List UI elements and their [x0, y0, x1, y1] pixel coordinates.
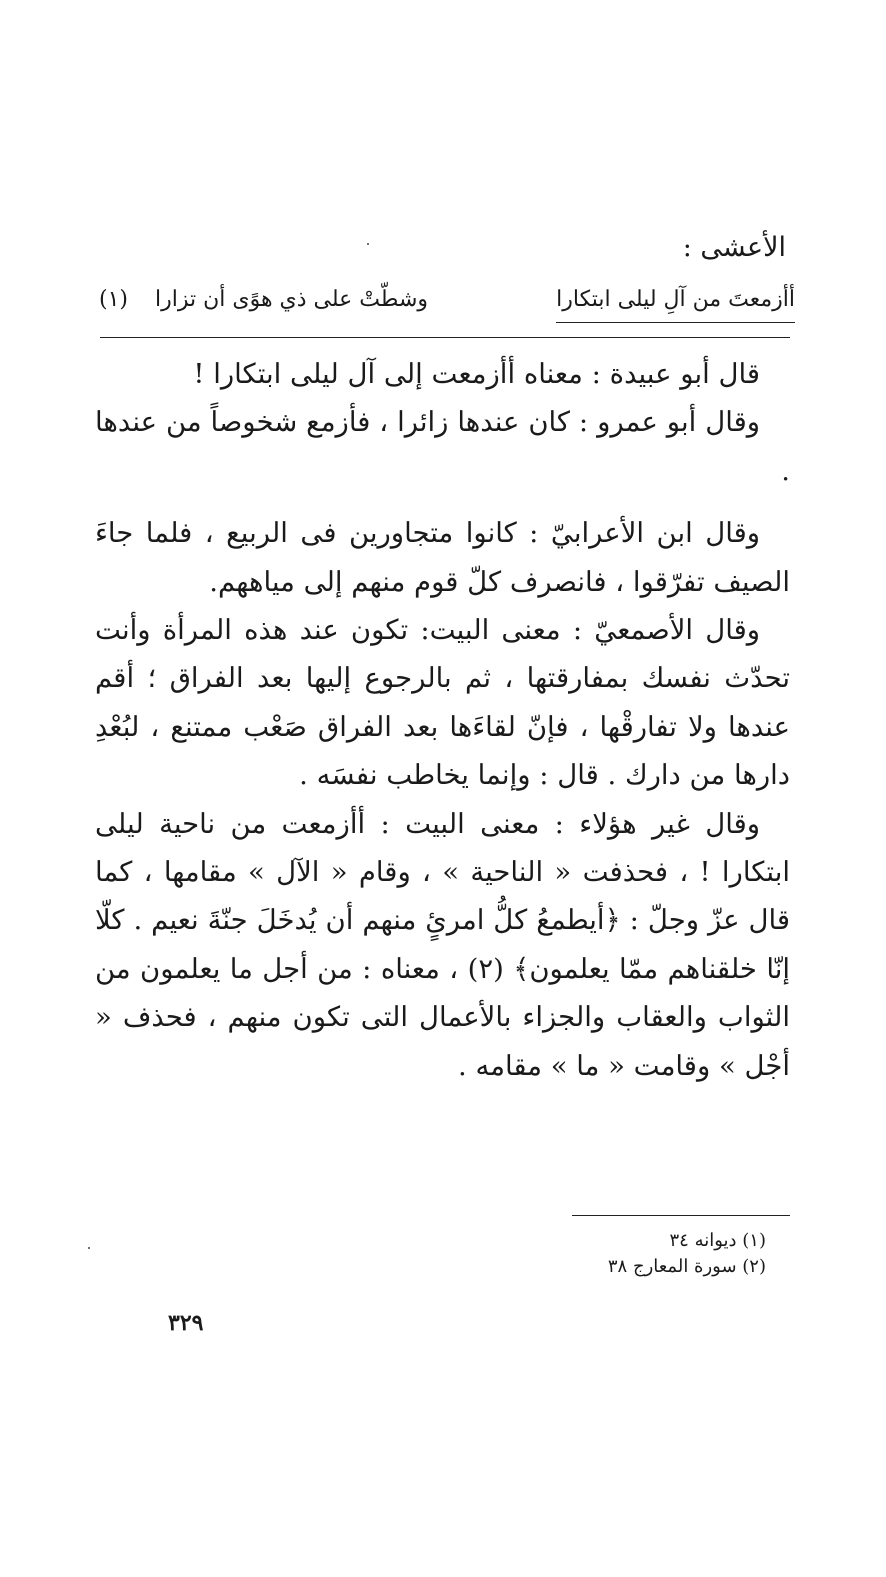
- print-speck: [88, 1247, 90, 1249]
- paragraph-asmai: وقال الأصمعيّ : معنى البيت: تكون عند هذه المرأة وأنت تحدّث نفسك بمفارقتها ، ثم بالرجوع إليها بعد الفراق ؛ أقم عندها ولا تفارقْها ، فإنّ لقاءَها بعد الفراق صَعْب ممتنع ، لبُعْدِ دارها من دارك . قال : وإنما يخاطب نفسَه .: [95, 614, 790, 792]
- verse-separator-rule: [100, 337, 790, 338]
- print-speck: [367, 243, 369, 245]
- verse-line: [95, 280, 795, 328]
- page-number: ٣٢٩: [168, 1310, 204, 1336]
- footnotes: [608, 1228, 766, 1280]
- paragraph-others: وقال غير هؤلاء : معنى البيت : أأزمعت من ناحية ليلى ابتكارا ! ، فحذفت « الناحية » ، وقام « الآل » مقامها ، كما قال عزّ وجلّ : ﴿أيطمعُ كلُّ امرئٍ منهم أن يُدخَلَ جنّةَ نعيم . كلّا إنّا خلقناهم ممّا يعلمون﴾ (٢) ، معناه : من أجل ما يعلمون من الثواب والعقاب والجزاء بالأعمال التى تكون منهم ، فحذف « أجْل » وقامت « ما » مقامه .: [95, 807, 790, 1082]
- verse-hemistich-first: أأزمعتَ من آلِ ليلى ابتكارا: [556, 280, 795, 323]
- commentary-body: [95, 350, 790, 1090]
- footnote-separator-rule: [572, 1215, 790, 1216]
- footnote-1: (١) ديوانه ٣٤: [669, 1230, 766, 1251]
- footnote-2: (٢) سورة المعارج ٣٨: [607, 1256, 766, 1277]
- poet-label: الأعشى :: [682, 232, 786, 263]
- verse-footnote-ref: (١): [99, 287, 129, 312]
- paragraph-abu-amr: وقال أبو عمرو : كان عندها زائرا ، فأزمع شخوصاً من عندها .: [95, 406, 790, 487]
- paragraph-ibn-alarabi: وقال ابن الأعرابيّ : كانوا متجاورين فى الربيع ، فلما جاءَ الصيف تفرّقوا ، فانصرف كلّ قوم منهم إلى مياههم.: [95, 517, 790, 598]
- verse-hemistich-second: وشطّتْ على ذي هوًى أن تزارا: [155, 287, 429, 312]
- paragraph-abu-ubayda: قال أبو عبيدة : معناه أأزمعت إلى آل ليلى ابتكارا !: [193, 358, 760, 390]
